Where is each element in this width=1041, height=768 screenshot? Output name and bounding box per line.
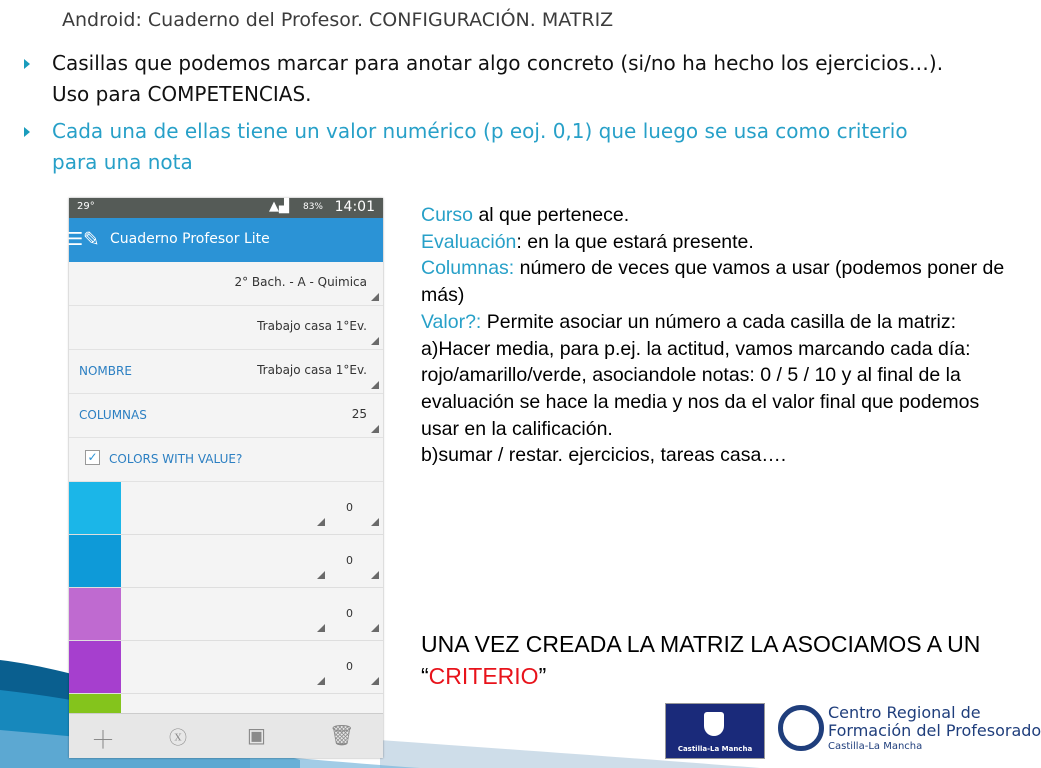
color-value: 0 xyxy=(346,607,353,620)
term-valor: Valor?: xyxy=(421,310,482,333)
dropdown-corner-icon xyxy=(317,677,325,685)
feather-icon: ✎ xyxy=(83,227,100,251)
bullet-2-text: Cada una de ellas tiene un valor numérico (p eoj. 0,1) que luego se usa como criterio para una nota xyxy=(52,119,908,174)
delete-icon[interactable]: 🗑 xyxy=(329,723,355,747)
bullet-arrow-icon xyxy=(24,127,30,137)
crfp-logo xyxy=(776,703,1041,757)
color-value: 0 xyxy=(346,660,353,673)
dropdown-corner-icon xyxy=(317,571,325,579)
crfp-line3: Castilla-La Mancha xyxy=(828,741,923,752)
explanation-text xyxy=(421,202,1021,469)
crfp-emblem-icon xyxy=(778,705,824,751)
color-row[interactable] xyxy=(69,482,383,535)
name-value: Trabajo casa 1°Ev. xyxy=(257,363,367,377)
bottom-toolbar xyxy=(69,713,383,758)
checkbox-checked-icon[interactable]: ✓ xyxy=(85,450,100,465)
app-title: Cuaderno Profesor Lite xyxy=(110,231,270,247)
color-value: 0 xyxy=(346,501,353,514)
desc-curso: al que pertenece. xyxy=(473,204,630,226)
desc-columnas: número de veces que vamos a usar (podemos poner de más) xyxy=(421,257,1005,307)
slide-title: Android: Cuaderno del Profesor. CONFIGURACIÓN. MATRIZ xyxy=(62,9,614,31)
crfp-line2: Formación del Profesorado xyxy=(828,721,1041,740)
name-label: NOMBRE xyxy=(79,364,132,378)
dropdown-corner-icon xyxy=(371,518,379,526)
name-field[interactable] xyxy=(69,350,383,394)
dropdown-corner-icon xyxy=(317,518,325,526)
menu-icon[interactable]: ☰ xyxy=(67,229,84,250)
status-bar xyxy=(69,198,383,218)
bullet-2 xyxy=(24,116,954,178)
dropdown-corner-icon xyxy=(371,677,379,685)
color-swatch[interactable] xyxy=(69,588,121,640)
desc-evaluacion: : en la que estará presente. xyxy=(516,230,754,253)
color-row[interactable] xyxy=(69,535,383,588)
status-temperature: 29° xyxy=(77,201,95,212)
bullet-arrow-icon xyxy=(24,59,30,69)
term-curso: Curso xyxy=(421,204,474,226)
dropdown-corner-icon xyxy=(317,624,325,632)
save-icon[interactable]: ▣ xyxy=(247,723,266,747)
x2-icon[interactable]: ⓧ xyxy=(169,728,187,749)
course-value: 2° Bach. - A - Quimica xyxy=(234,275,367,289)
dropdown-corner-icon xyxy=(371,293,379,301)
color-row[interactable] xyxy=(69,641,383,694)
final-criterio: CRITERIO xyxy=(428,663,539,689)
crfp-line1: Centro Regional de xyxy=(828,703,981,722)
columns-value: 25 xyxy=(351,407,367,421)
battery-level: 83% xyxy=(302,202,323,212)
castilla-la-mancha-logo xyxy=(665,703,765,759)
evaluation-select[interactable] xyxy=(69,306,383,350)
final-statement xyxy=(421,628,1021,692)
color-value: 0 xyxy=(346,554,353,567)
crest-icon xyxy=(704,712,724,736)
term-evaluacion: Evaluación xyxy=(421,230,517,253)
columns-label: COLUMNAS xyxy=(79,408,147,422)
app-bar xyxy=(69,218,383,262)
columns-field[interactable] xyxy=(69,394,383,438)
dropdown-corner-icon xyxy=(371,624,379,632)
logo-left-text: Castilla-La Mancha xyxy=(677,745,753,753)
final-pre: UNA VEZ CREADA LA MATRIZ LA ASOCIAMOS A UN “ xyxy=(421,631,981,689)
final-post: ” xyxy=(538,663,547,689)
colors-with-value-toggle[interactable] xyxy=(69,438,383,482)
point-a: a)Hacer media, para p.ej. la actitud, vamos marcando cada día: rojo/amarillo/verde, asociandole notas: 0 / 5 / 10 y al final de la evaluación se hace la media y nos da el valor final que podemos usar en la calificación. xyxy=(421,337,980,440)
evaluation-value: Trabajo casa 1°Ev. xyxy=(257,319,367,333)
dropdown-corner-icon xyxy=(371,337,379,345)
color-row[interactable] xyxy=(69,588,383,641)
bullet-1 xyxy=(24,48,954,110)
course-select[interactable] xyxy=(69,262,383,306)
dropdown-corner-icon xyxy=(371,381,379,389)
color-swatch[interactable] xyxy=(69,641,121,693)
status-time: 14:01 xyxy=(334,199,375,215)
bullet-1-text: Casillas que podemos marcar para anotar algo concreto (si/no ha hecho los ejercicios…). Uso para COMPETENCIAS. xyxy=(52,51,944,106)
add-icon[interactable]: ＋ xyxy=(91,726,115,754)
term-columnas: Columnas: xyxy=(421,257,515,280)
dropdown-corner-icon xyxy=(371,571,379,579)
dropdown-corner-icon xyxy=(371,425,379,433)
desc-valor: Permite asociar un número a cada casilla de la matriz: xyxy=(481,310,957,333)
color-swatch[interactable] xyxy=(69,535,121,587)
colors-label: COLORS WITH VALUE? xyxy=(109,452,243,466)
color-swatch[interactable] xyxy=(69,482,121,534)
signal-icon: ▲▟ xyxy=(269,199,289,214)
point-b: b)sumar / restar. ejercicios, tareas casa…. xyxy=(421,444,787,467)
phone-screenshot xyxy=(69,198,383,758)
